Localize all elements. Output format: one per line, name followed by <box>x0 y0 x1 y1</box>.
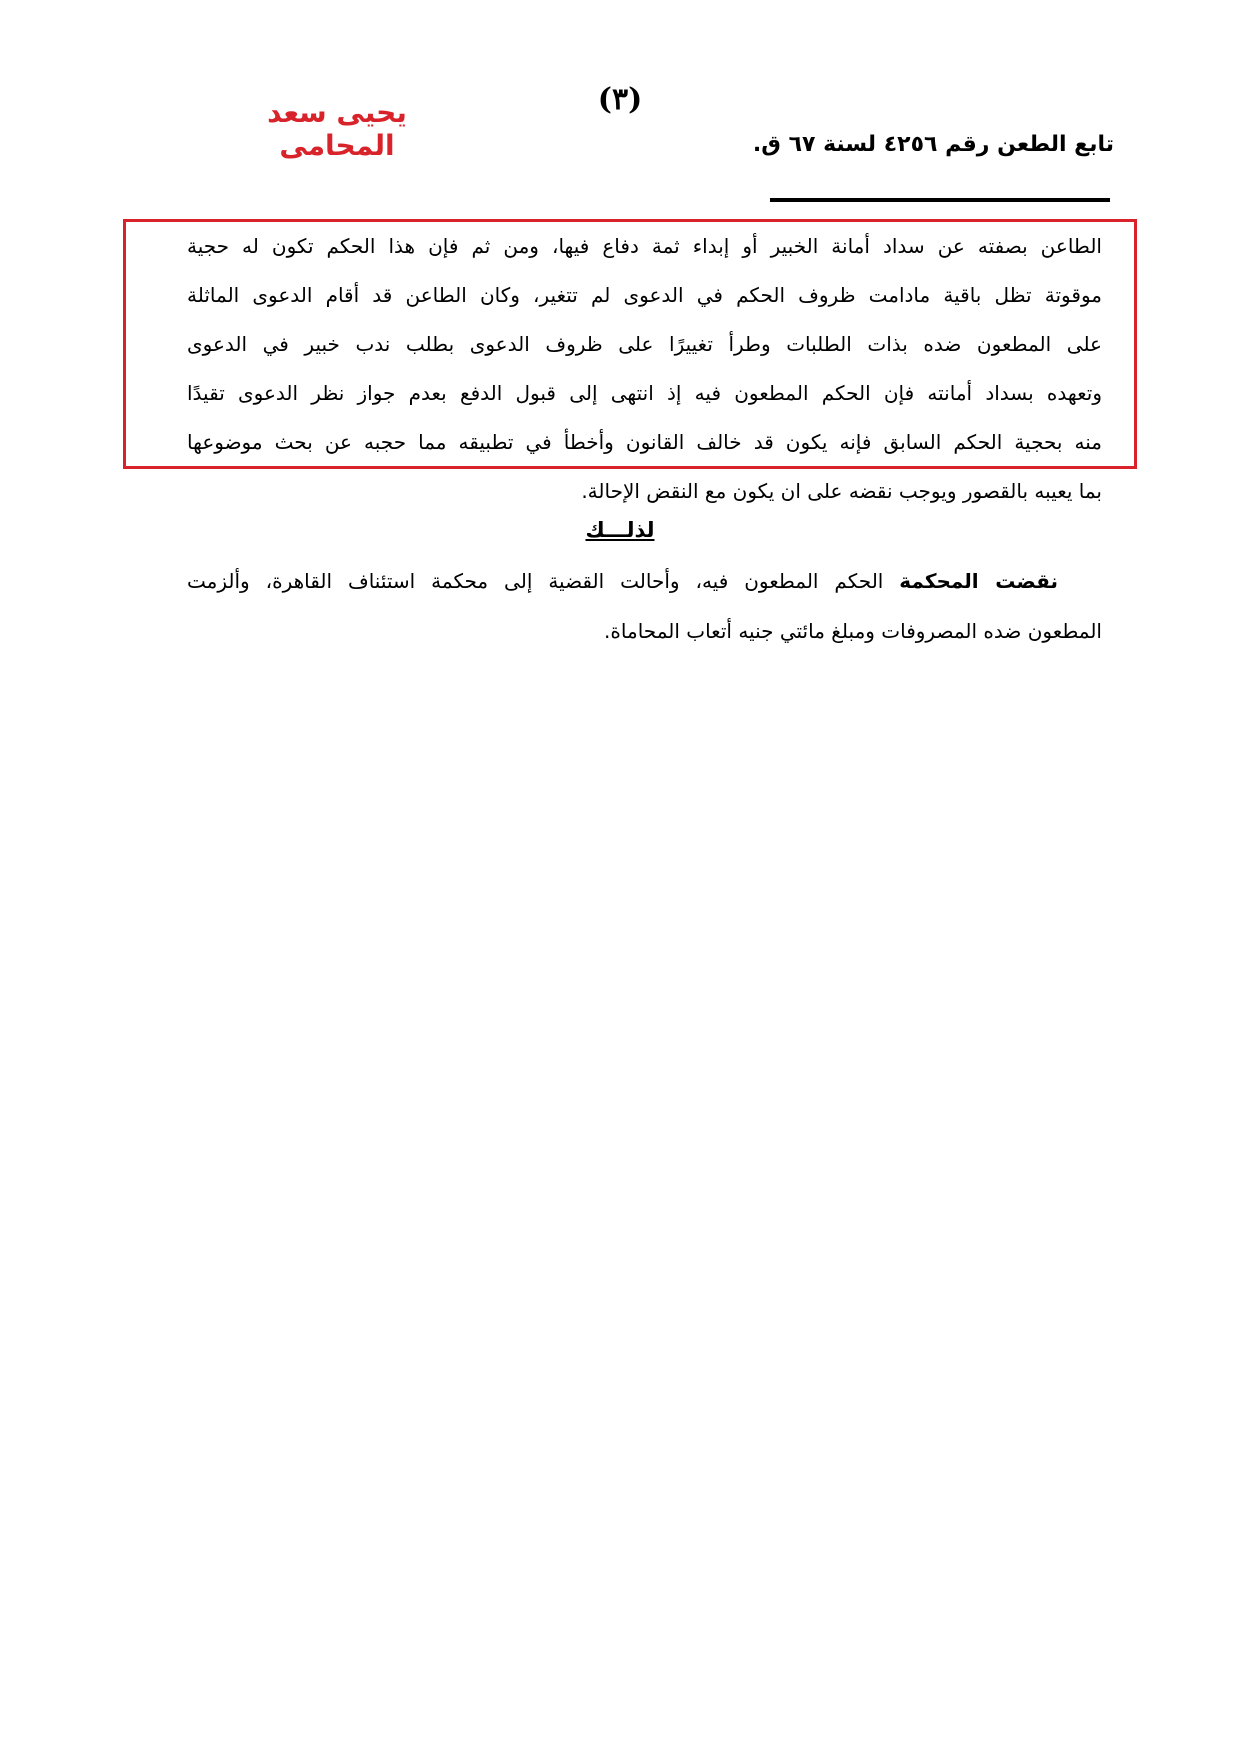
header-divider <box>770 198 1110 202</box>
court-lead-text: نقضت المحكمة <box>899 569 1058 593</box>
body-line: وتعهده بسداد أمانته فإن الحكم المطعون فيه إذ انتهى إلى قبول الدفع بعدم جواز نظر الدعوى تقيدًا <box>187 381 1102 405</box>
ruling-line <box>187 556 1102 606</box>
ruling-text: الحكم المطعون فيه، وأحالت القضية إلى محكمة استئناف القاهرة، وألزمت <box>187 569 900 593</box>
body-line: الطاعن بصفته عن سداد أمانة الخبير أو إبداء ثمة دفاع فيها، ومن ثم فإن هذا الحكم تكون له حجية <box>187 234 1102 258</box>
body-line: على المطعون ضده بذات الطلبات وطرأ تغييرًا على ظروف الدعوى بطلب ندب خبير في الدعوى <box>187 332 1102 356</box>
page-number: (٣) <box>597 82 643 117</box>
body-line: بما يعيبه بالقصور ويوجب نقضه على ان يكون مع النقض الإحالة. <box>581 479 1102 503</box>
body-paragraph <box>187 222 1102 516</box>
ruling-line: المطعون ضده المصروفات ومبلغ مائتي جنيه أتعاب المحاماة. <box>604 619 1102 643</box>
body-line: موقوتة تظل باقية مادامت ظروف الحكم في الدعوى لم تتغير، وكان الطاعن قد أقام الدعوى الماثلة <box>187 283 1102 307</box>
case-reference: تابع الطعن رقم ٤٢٥٦ لسنة ٦٧ ق. <box>752 132 1114 157</box>
body-line: منه بحجية الحكم السابق فإنه يكون قد خالف القانون وأخطأ في تطبيقه مما حجبه عن بحث موضوعها <box>187 430 1102 454</box>
section-heading: لذلـــك <box>585 518 655 542</box>
author-name: يحيى سعد المحامى <box>267 96 407 162</box>
ruling-paragraph <box>187 556 1102 656</box>
